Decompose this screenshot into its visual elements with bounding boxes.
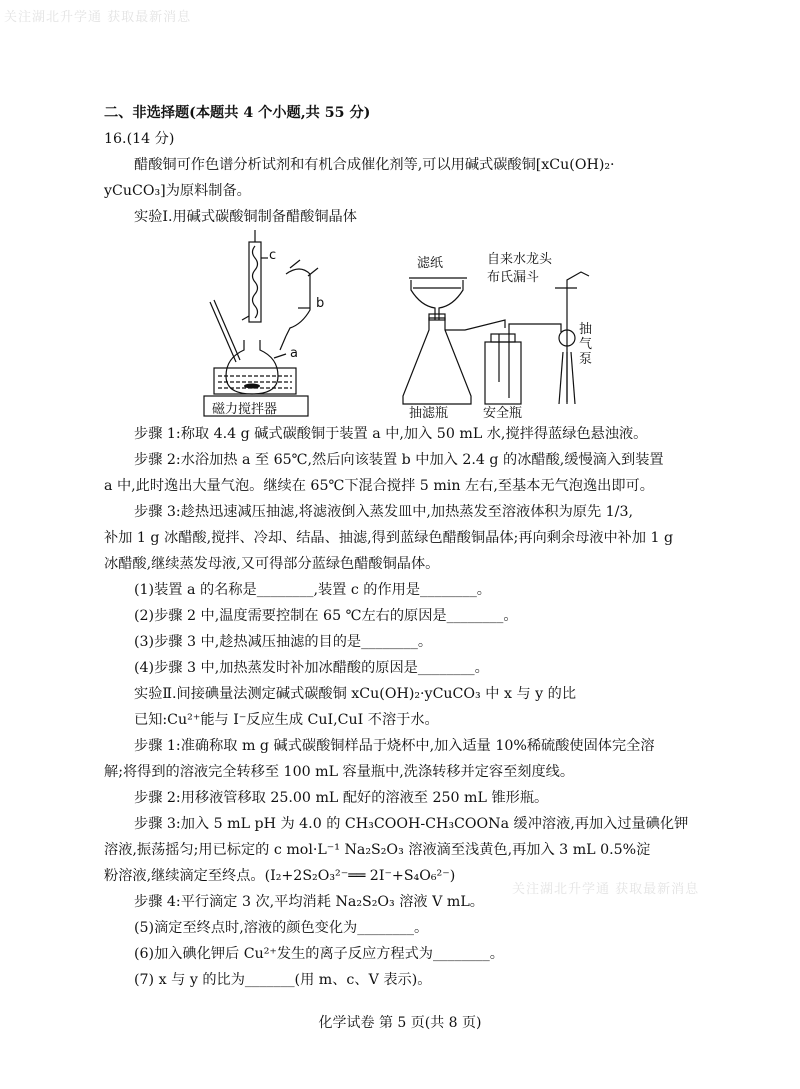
step-3-line-3: 冰醋酸,继续蒸发母液,又可得部分蓝绿色醋酸铜晶体。 — [104, 556, 440, 572]
experiment-1-title: 实验Ⅰ.用碱式碳酸铜制备醋酸铜晶体 — [134, 209, 357, 225]
step-1: 步骤 1:称取 4.4 g 碱式碳酸铜于装置 a 中,加入 50 mL 水,搅拌得蓝绿色悬浊液。 — [134, 426, 648, 442]
page-footer: 化学试卷 第 5 页(共 8 页) — [318, 1015, 482, 1031]
watermark-top: 关注湖北升学通 获取最新消息 — [4, 10, 192, 25]
section-title: 二、非选择题(本题共 4 个小题,共 55 分) — [104, 105, 371, 121]
step-2-line-1: 步骤 2:水浴加热 a 至 65℃,然后向该装置 b 中加入 2.4 g 的冰醋酸,缓慢滴入到装置 — [134, 452, 664, 468]
buchner-funnel-label: 布氏漏斗 — [487, 270, 540, 285]
question-1: (1)装置 a 的名称是________,装置 c 的作用是________。 — [134, 582, 491, 598]
titration-step-3-line-2: 溶液,振荡摇匀;用已标定的 c mol·L⁻¹ Na₂S₂O₃ 溶液滴至浅黄色,再加入 3 mL 0.5%淀 — [104, 842, 651, 858]
titration-step-2: 步骤 2:用移液管移取 25.00 mL 配好的溶液至 250 mL 锥形瓶。 — [134, 790, 549, 806]
reflux-apparatus-figure — [200, 228, 330, 418]
question-4: (4)步骤 3 中,加热蒸发时补加冰醋酸的原因是________。 — [134, 660, 489, 676]
titration-step-1-line-2: 解;将得到的溶液完全转移至 100 mL 容量瓶中,洗涤转移并定容至刻度线。 — [104, 764, 575, 780]
question-7: (7) x 与 y 的比为_______(用 m、c、V 表示)。 — [134, 972, 432, 988]
question-5: (5)滴定至终点时,溶液的颜色变化为________。 — [134, 920, 429, 936]
intro-line-1: 醋酸铜可作色谱分析试剂和有机合成催化剂等,可以用碱式碳酸铜[xCu(OH)₂· — [134, 157, 615, 173]
label-a: a — [290, 346, 298, 361]
filter-flask-label: 抽滤瓶 — [409, 406, 449, 421]
titration-step-3-line-1: 步骤 3:加入 5 mL pH 为 4.0 的 CH₃COOH-CH₃COONa 缓冲溶液,再加入过量碘化钾 — [134, 816, 689, 832]
question-6: (6)加入碘化钾后 Cu²⁺发生的离子反应方程式为________。 — [134, 946, 504, 962]
water-tap-label: 自来水龙头 — [487, 252, 553, 267]
question-2: (2)步骤 2 中,温度需要控制在 65 ℃左右的原因是________。 — [134, 608, 518, 624]
intro-line-2: yCuCO₃]为原料制备。 — [104, 183, 251, 199]
magnetic-stirrer-label: 磁力搅拌器 — [212, 402, 278, 417]
filter-paper-label: 滤纸 — [417, 256, 444, 271]
question-16-label: 16.(14 分) — [104, 131, 175, 147]
step-2-line-2: a 中,此时逸出大量气泡。继续在 65℃下混合搅拌 5 min 左右,至基本无气泡逸出即可。 — [104, 478, 654, 494]
experiment-2-title: 实验Ⅱ.间接碘量法测定碱式碳酸铜 xCu(OH)₂·yCuCO₃ 中 x 与 y 的比 — [134, 686, 577, 702]
reflux-apparatus-drawing — [200, 228, 330, 418]
titration-step-1-line-1: 步骤 1:准确称取 m g 碱式碳酸铜样品于烧杯中,加入适量 10%稀硫酸使固体完全溶 — [134, 738, 655, 754]
safety-bottle-label: 安全瓶 — [483, 406, 523, 421]
titration-step-3-line-3: 粉溶液,继续滴定至终点。(I₂+2S₂O₃²⁻══ 2I⁻+S₄O₆²⁻) — [104, 868, 456, 884]
label-c: c — [269, 248, 277, 263]
vacuum-pump-label: 抽气泵 — [579, 322, 593, 367]
step-3-line-1: 步骤 3:趁热迅速减压抽滤,将滤液倒入蒸发皿中,加热蒸发至溶液体积为原先 1/3, — [134, 504, 634, 520]
titration-step-4: 步骤 4:平行滴定 3 次,平均消耗 Na₂S₂O₃ 溶液 V mL。 — [134, 894, 484, 910]
vacuum-filtration-figure — [395, 252, 605, 420]
question-3: (3)步骤 3 中,趁热减压抽滤的目的是________。 — [134, 634, 433, 650]
step-3-line-2: 补加 1 g 冰醋酸,搅拌、冷却、结晶、抽滤,得到蓝绿色醋酸铜晶体;再向剩余母液中补加 1 g — [104, 530, 674, 546]
known-info: 已知:Cu²⁺能与 I⁻反应生成 CuI,CuI 不溶于水。 — [134, 712, 439, 728]
watermark-mid: 关注湖北升学通 获取最新消息 — [512, 882, 700, 897]
label-b: b — [316, 296, 325, 311]
